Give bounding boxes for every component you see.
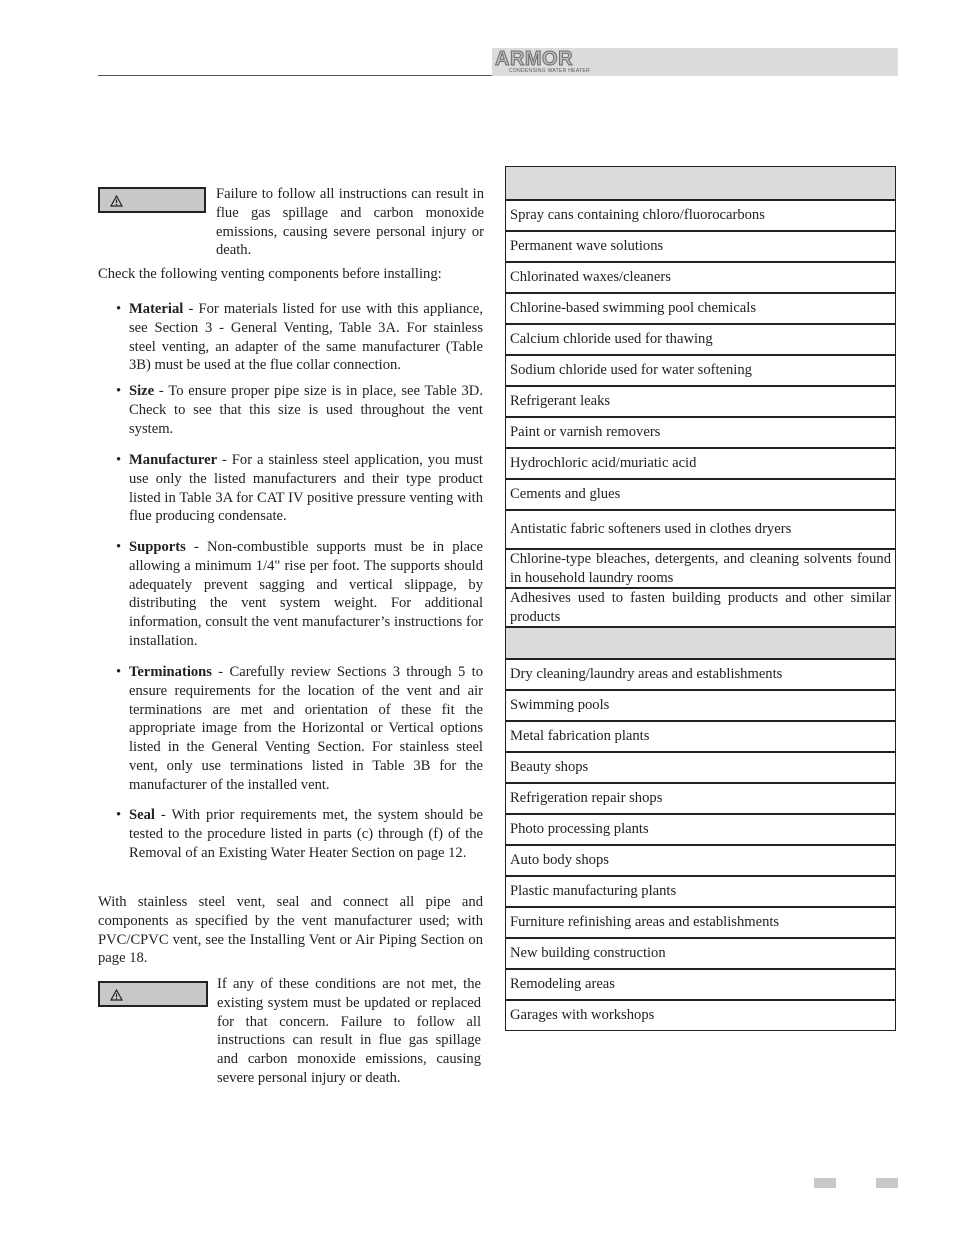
- warning-text-1: Failure to follow all instructions can result in flue gas spillage and carbon monoxide emissions, causing severe personal injury or death.: [216, 186, 484, 259]
- table-row: Hydrochloric acid/muriatic acid: [506, 447, 895, 478]
- bullet-term: Seal: [129, 807, 155, 823]
- table-row: Dry cleaning/laundry areas and establishments: [506, 658, 895, 689]
- table-row: Chlorine-based swimming pool chemicals: [506, 292, 895, 323]
- armor-logo: [493, 49, 589, 75]
- table-row: Beauty shops: [506, 751, 895, 782]
- table-row: Garages with workshops: [506, 999, 895, 1030]
- table-row: Cements and glues: [506, 478, 895, 509]
- table-row: Adhesives used to fasten building products and other similar products: [506, 587, 895, 626]
- bullet-text: - Non-combustible supports must be in place allowing a minimum 1/4" rise per foot. The supports should adequately prevent sagging and vertical slippage, by distributing the vent system weight. For additional information, consult the vent manufacturer’s instructions for installation.: [129, 539, 483, 649]
- bullet-term: Manufacturer: [129, 452, 218, 468]
- bullet-term: Size: [129, 383, 155, 399]
- warning-triangle-icon: [110, 195, 123, 207]
- warning-label-2: [98, 981, 208, 1007]
- bullet-terminations: • Terminations - Carefully review Sections 3 through 5 to ensure requirements for the location of the vent and air terminations are met and orientation of these fit the appropriate image from the Horizontal or Vertical options listed in the General Venting Section. For stainless steel vent, only use terminations listed in Table 3B for the manufacturer of the installed vent.: [116, 664, 483, 793]
- table-row: New building construction: [506, 937, 895, 968]
- warning-text-2: If any of these conditions are not met, the existing system must be updated or replaced for that concern. Failure to follow all instructions can result in flue gas spillage and carbon monoxide emissions, causing severe personal injury or death.: [217, 976, 481, 1086]
- table-row: Calcium chloride used for thawing: [506, 323, 895, 354]
- bullet-text: - For a stainless steel application, you must use only the listed manufacturers and their type product listed in Table 3A for CAT IV positive pressure venting with flue producing condensate.: [129, 452, 483, 525]
- table-row: Permanent wave solutions: [506, 230, 895, 261]
- table-row: Sodium chloride used for water softening: [506, 354, 895, 385]
- table-row: Metal fabrication plants: [506, 720, 895, 751]
- contaminants-table: [505, 166, 896, 1031]
- table-row: Swimming pools: [506, 689, 895, 720]
- bullet-text: - To ensure proper pipe size is in place, see Table 3D. Check to see that this size is used throughout the vent system.: [129, 383, 483, 437]
- bullet-manufacturer: • Manufacturer - For a stainless steel application, you must use only the listed manufacturers and their type product listed in Table 3A for CAT IV positive pressure venting with flue producing condensate.: [116, 452, 483, 525]
- warning-triangle-icon: [110, 989, 123, 1001]
- footer-tab-right: [876, 1178, 898, 1188]
- bullet-term: Terminations: [129, 664, 212, 680]
- bullet-text: - Carefully review Sections 3 through 5 to ensure requirements for the location of the vent and air terminations are met and orientation of these fit the appropriate image from the Horizontal or Vertical options listed in the General Venting Section. For stainless steel vent, only use terminations listed in Table 3B for the manufacturer of the installed vent.: [129, 664, 483, 793]
- table-row: Spray cans containing chloro/fluorocarbons: [506, 199, 895, 230]
- logo-wordmark: ARMOR: [495, 48, 574, 70]
- intro-text: Check the following venting components before installing:: [98, 266, 442, 282]
- bullet-text: - With prior requirements met, the system should be tested to the procedure listed in parts (c) through (f) of the Removal of an Existing Water Heater Section on page 12.: [129, 807, 483, 861]
- table-header-areas: [506, 626, 895, 658]
- table-row: Plastic manufacturing plants: [506, 875, 895, 906]
- table-row: Furniture refinishing areas and establishments: [506, 906, 895, 937]
- bullet-supports: • Supports - Non-combustible supports must be in place allowing a minimum 1/4" rise per foot. The supports should adequately prevent sagging and vertical slippage, by distributing the vent system weight. For additional information, consult the vent manufacturer’s instructions for installation.: [116, 539, 483, 649]
- table-row: Photo processing plants: [506, 813, 895, 844]
- table-row: Remodeling areas: [506, 968, 895, 999]
- bullet-text: - For materials listed for use with this appliance, see Section 3 - General Venting, Table 3A. For stainless steel venting, an adapter of the same manufacturer (Table 3B) must be used at the flue collar connection.: [129, 301, 483, 374]
- table-row: Refrigerant leaks: [506, 385, 895, 416]
- table-row: Chlorine-type bleaches, detergents, and cleaning solvents found in household laundry rooms: [506, 548, 895, 587]
- logo-subtext: CONDENSING WATER HEATER: [509, 68, 590, 74]
- bullet-material: • Material - For materials listed for use with this appliance, see Section 3 - General Venting, Table 3A. For stainless steel venting, an adapter of the same manufacturer (Table 3B) must be used at the flue collar connection.: [116, 301, 483, 374]
- table-row: Auto body shops: [506, 844, 895, 875]
- table-row: Paint or varnish removers: [506, 416, 895, 447]
- closing-paragraph: With stainless steel vent, seal and connect all pipe and components as specified by the vent manufacturer used; with PVC/CPVC vent, see the Installing Vent or Air Piping Section on page 18.: [98, 894, 483, 967]
- warning-label-1: [98, 187, 206, 213]
- bullet-term: Material: [129, 301, 184, 317]
- bullet-size: • Size - To ensure proper pipe size is in place, see Table 3D. Check to see that this size is used throughout the vent system.: [116, 383, 483, 437]
- bullet-term: Supports: [129, 539, 186, 555]
- bullet-seal: • Seal - With prior requirements met, the system should be tested to the procedure listed in parts (c) through (f) of the Removal of an Existing Water Heater Section on page 12.: [116, 807, 483, 861]
- table-row: Refrigeration repair shops: [506, 782, 895, 813]
- table-row: Antistatic fabric softeners used in clothes dryers: [506, 509, 895, 548]
- table-header-products: [506, 167, 895, 199]
- footer-tab-left: [814, 1178, 836, 1188]
- table-row: Chlorinated waxes/cleaners: [506, 261, 895, 292]
